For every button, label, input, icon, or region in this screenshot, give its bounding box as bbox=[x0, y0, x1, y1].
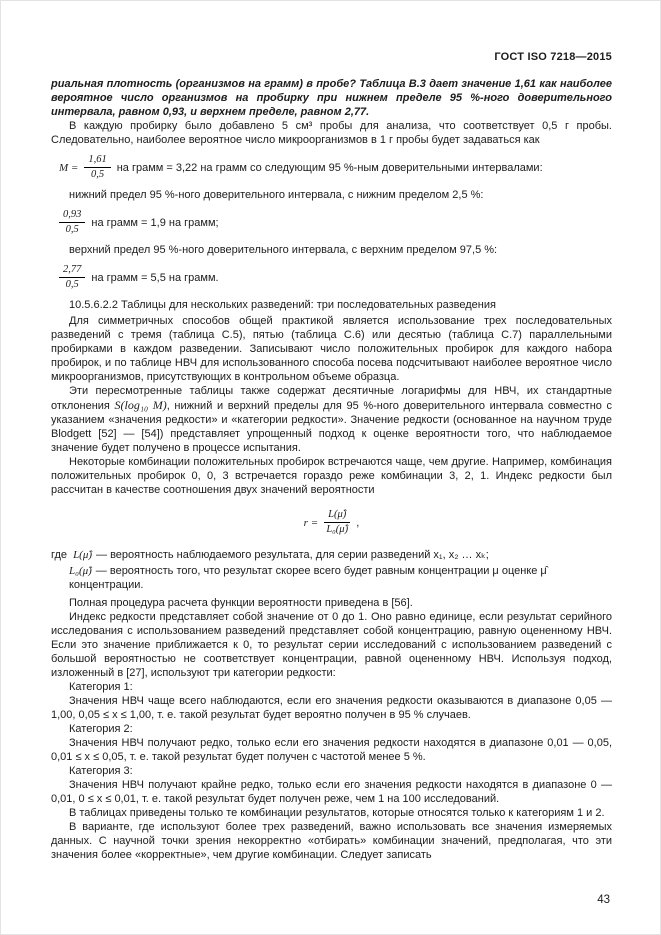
paragraph-variant-more-dilutions: В варианте, где используют более трех разведений, важно использовать все значения измеряемых данных. С научной точки зрения некорректно «отбирать» комбинации значений, предполагая, что эти значения более «корректные», чем другие комбинации. Следует записать bbox=[51, 821, 612, 861]
fraction bbox=[324, 509, 350, 536]
subclause-heading: 10.5.6.2.2 Таблицы для нескольких разведений: три последовательных разведения bbox=[69, 299, 496, 311]
formula-rhs: на грамм = 3,22 на грамм со следующим 95 %-ным доверительными интервалами: bbox=[116, 161, 543, 174]
fraction-denominator: 0,5 bbox=[65, 279, 79, 290]
fraction-numerator: 2,77 bbox=[59, 264, 85, 278]
formula-mpn-per-gram bbox=[59, 154, 612, 181]
category-2-label: Категория 2: bbox=[69, 723, 133, 735]
fraction-denominator: 0,5 bbox=[65, 224, 79, 235]
where-term-likelihood-zero: L₀(μ̂) bbox=[69, 565, 92, 577]
paragraph-continued-intro: риальная плотность (организмов на грамм) в пробе? Таблица В.3 дает значение 1,61 как наиболее вероятное число организмов на пробирку при нижнем пределе 95 %-ного доверительного интервала, равном 0,93, и верхнем пределе, равном 2,77. bbox=[51, 78, 612, 118]
document-body bbox=[51, 77, 612, 862]
page-footer bbox=[597, 894, 610, 906]
formula-rhs: на грамм = 1,9 на грамм; bbox=[91, 216, 219, 229]
paragraph-full-procedure: Полная процедура расчета функции вероятности приведена в [56]. bbox=[69, 597, 413, 609]
where-term-likelihood: L(μ̂) bbox=[73, 549, 93, 561]
fraction-numerator: L(μ̂) bbox=[324, 509, 350, 523]
formula-upper-limit bbox=[59, 264, 612, 291]
where-text-likelihood: — вероятность наблюдаемого результата, для серии разведений x₁, x₂ … xₖ; bbox=[96, 549, 489, 561]
paragraph-upper-limit: верхний предел 95 %-ного доверительного интервала, с верхним пределом 97,5 %: bbox=[69, 244, 498, 256]
page-header bbox=[51, 51, 612, 63]
formula-rhs: на грамм = 5,5 на грамм. bbox=[91, 271, 219, 284]
fraction bbox=[59, 264, 85, 291]
where-clause-item-2 bbox=[69, 564, 612, 592]
paragraph-tables-only-categories: В таблицах приведены только те комбинации результатов, которые относятся только к категориям 1 и 2. bbox=[69, 807, 605, 819]
where-label: где bbox=[51, 549, 68, 561]
paragraph-rarity-index-range: Индекс редкости представляет собой значение от 0 до 1. Оно равно единице, если результат серийного исследования с использованием разведений представляет собой концентрацию, равную оцененному НВЧ. Если это значение приближается к 0, то результат серии исследований с использованием разведений с большой вероятностью не соответствует концентрации, равной оцененному НВЧ. Используя подход, изложенный в [27], используют три категории редкости: bbox=[51, 611, 612, 679]
fraction-denominator: 0,5 bbox=[90, 169, 105, 180]
category-3-label: Категория 3: bbox=[69, 765, 133, 777]
fraction-numerator: 1,61 bbox=[84, 154, 110, 168]
fraction bbox=[84, 154, 110, 181]
paragraph-sample: В каждую пробирку было добавлено 5 см³ пробы для анализа, что соответствует 0,5 г пробы. Следовательно, наиболее вероятное число микроорганизмов в 1 г пробы будет задаваться как bbox=[51, 120, 612, 146]
paragraph-combinations: Некоторые комбинации положительных пробирок встречаются чаще, чем другие. Например, комбинация положительных пробирок 0, 0, 3 встречается гораздо реже комбинации 3, 2, 1. Индекс редкости был рассчитан в качестве соотношения двух значений вероятности bbox=[51, 456, 612, 496]
doc-code: ГОСТ ISO 7218—2015 bbox=[494, 51, 612, 63]
paragraph-symmetric-methods: Для симметричных способов общей практикой является использование трех последовательных разведений с тремя (таблица С.5), пятью (таблица С.6) или десятью (таблица С.7) параллельными пробирками в каждом разведении. Записывают число положительных пробирок для каждого набора пробирок, и по таблице НВЧ для использованного способа посева подсчитывают наиболее вероятное число микроорганизмов, присутствующих в контрольном объеме образца. bbox=[51, 315, 612, 383]
category-1-text: Значения НВЧ чаще всего наблюдаются, если его значения редкости оказываются в диапазоне 0,05 — 1,00, 0,05 ≤ x ≤ 1,00, т. е. такой результат будет вероятно получен в 95 % случаев. bbox=[51, 695, 612, 721]
inline-formula-std-deviation: S(log₁₀ M) bbox=[114, 398, 167, 412]
where-text-likelihood-zero: — вероятность того, что результат скорее всего будет равным концентрации μ оценке μ̂ концентрации. bbox=[69, 565, 547, 591]
page-number: 43 bbox=[597, 894, 610, 906]
formula-rarity-index bbox=[51, 509, 612, 536]
formula-lower-limit bbox=[59, 209, 612, 236]
paragraph-revised-tables-text-b: , нижний и верхний пределы для 95 %-ного доверительного интервала совместно с указанием «значения редкости» и «категории редкости». Значение редкости (основанное на научном труде Blodgett [52] — [54]) представляет упрощенный подход к оценке вероятности того, что наблюдаемое значение будет получено в процессе испытания. bbox=[51, 400, 612, 454]
fraction-numerator: 0,93 bbox=[59, 209, 85, 223]
paragraph-revised-tables-text-a: Эти пересмотренные таблицы также содержат десятичные логарифмы для НВЧ, их стандартные отклонения bbox=[51, 385, 612, 412]
category-1-label: Категория 1: bbox=[69, 681, 133, 693]
paragraph-revised-tables bbox=[51, 384, 612, 455]
formula-tail: , bbox=[356, 516, 360, 529]
fraction bbox=[59, 209, 85, 236]
fraction-denominator: L₀(μ̂) bbox=[326, 524, 349, 535]
formula-lhs: M = bbox=[59, 161, 79, 174]
category-3-text: Значения НВЧ получают крайне редко, только если его значения редкости находятся в диапазоне 0 — 0,01, 0 ≤ x ≤ 0,01, т. е. такой результат будет получен реже, чем 1 на 100 исследований. bbox=[51, 779, 612, 805]
category-2-text: Значения НВЧ получают редко, только если его значения редкости находятся в диапазоне 0,01 — 0,05, 0,01 ≤ x ≤ 0,05, т. е. такой результат будет получен с частотой менее 5 %. bbox=[51, 737, 612, 763]
where-clause-item-1 bbox=[51, 548, 612, 562]
paragraph-lower-limit: нижний предел 95 %-ного доверительного интервала, с нижним пределом 2,5 %: bbox=[69, 189, 484, 201]
formula-lhs: r = bbox=[303, 516, 319, 529]
